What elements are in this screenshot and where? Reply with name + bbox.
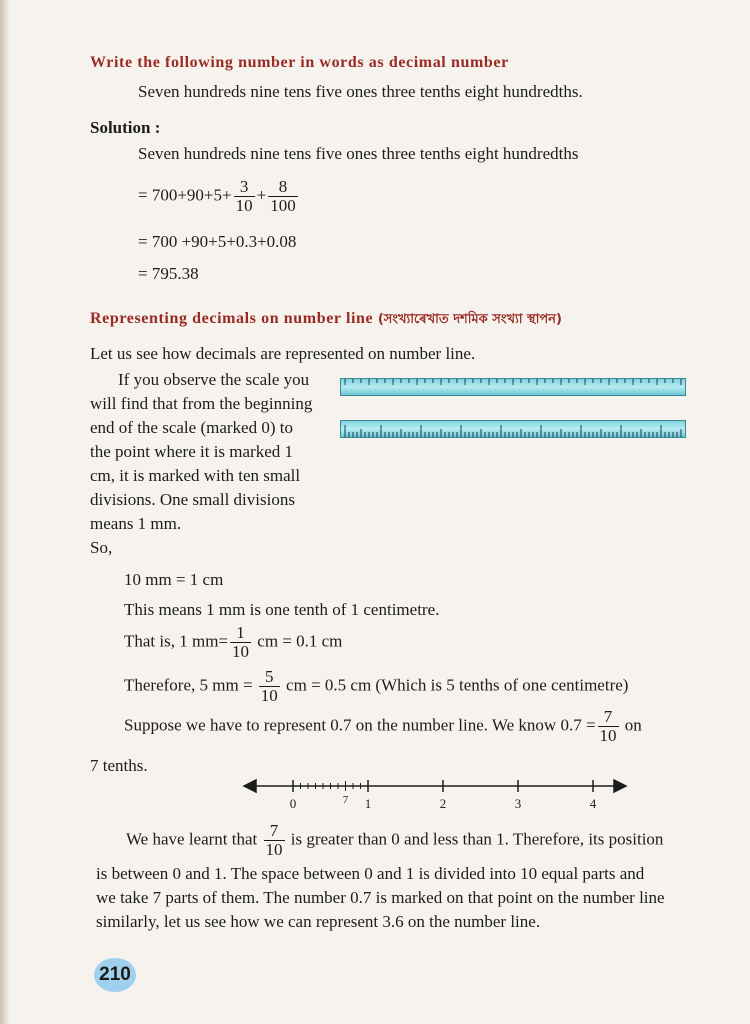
- scale-paragraph-line-5: cm, it is marked with ten small: [90, 466, 301, 485]
- number-line-label-1: 1: [364, 796, 372, 811]
- number-line-marker-7: 7: [342, 794, 349, 806]
- ruler-image-top: [340, 378, 686, 396]
- fraction-3-10: [234, 178, 255, 215]
- scale-paragraph-line-2: will find that from the beginning: [90, 394, 313, 413]
- solution-step-3: = 795.38: [138, 264, 199, 283]
- number-line-label-4: 4: [589, 796, 597, 811]
- scale-paragraph-line-7: means 1 mm.: [90, 514, 182, 533]
- section-heading-bengali: (সংখ্যাৰেখাত দশমিক সংখ্যা স্থাপন): [377, 312, 562, 327]
- equation-mm-cm: 10 mm = 1 cm: [124, 570, 224, 589]
- suppose-prefix: Suppose we have to represent 0.7 on the number line. We know 0.7 =: [124, 715, 596, 735]
- fraction-5-10: [259, 668, 280, 705]
- ruler-ticks-top: [341, 379, 685, 395]
- fraction-denominator: 10: [260, 685, 278, 705]
- number-line-label-2: 2: [439, 796, 447, 811]
- closing-suffix: is greater than 0 and less than 1. Therefore, its position: [290, 829, 664, 849]
- fraction-denominator: 10: [232, 641, 250, 661]
- page-number-badge: [94, 958, 136, 992]
- solution-label: Solution :: [90, 118, 161, 137]
- equation-5mm: [124, 668, 628, 705]
- intro-line: Let us see how decimals are represented on number line.: [90, 344, 476, 363]
- fraction-7-10-closing: [264, 822, 285, 859]
- page-edge-shadow: [0, 0, 10, 1024]
- eq4-prefix: Therefore, 5 mm =: [124, 675, 253, 695]
- equation-1mm: [124, 624, 342, 661]
- section-heading-english: Representing decimals on number line: [90, 310, 374, 327]
- scale-paragraph-line-1: If you observe the scale you: [118, 370, 310, 389]
- closing-prefix: We have learnt that: [126, 829, 258, 849]
- eq3-prefix: That is, 1 mm=: [124, 631, 229, 651]
- fraction-8-100: [268, 178, 298, 215]
- right-arrow-icon: [614, 780, 626, 792]
- fraction-numerator: 5: [265, 667, 274, 686]
- so-label: So,: [90, 538, 113, 557]
- closing-line-4: similarly, let us see how we can represent 3.6 on the number line.: [96, 912, 541, 931]
- section-heading: [90, 310, 562, 331]
- fraction-denominator: 10: [599, 725, 617, 745]
- scale-paragraph-line-4: the point where it is marked 1: [90, 442, 294, 461]
- fraction-7-10: [598, 708, 619, 745]
- seven-tenths-line: 7 tenths.: [90, 756, 148, 775]
- fraction-numerator: 1: [236, 623, 245, 642]
- fraction-denominator: 10: [235, 195, 253, 215]
- closing-line-2: is between 0 and 1. The space between 0 and 1 is divided into 10 equal parts and: [96, 864, 645, 883]
- scale-paragraph-line-6: divisions. One small divisions: [90, 490, 295, 509]
- exercise-prompt: Seven hundreds nine tens five ones three tenths eight hundredths.: [138, 82, 583, 101]
- fraction-numerator: 7: [269, 821, 279, 840]
- fraction-1-10: [230, 624, 251, 661]
- suppose-line: [124, 708, 642, 745]
- number-line: [240, 772, 630, 816]
- step1-prefix: = 700+90+5+: [138, 185, 232, 205]
- closing-line-1: [126, 822, 663, 859]
- plus-sign: +: [256, 185, 267, 205]
- solution-step-2: = 700 +90+5+0.3+0.08: [138, 232, 297, 251]
- fraction-numerator: 8: [278, 177, 288, 196]
- eq4-suffix: cm = 0.5 cm (Which is 5 tenths of one centimetre): [286, 675, 629, 695]
- left-arrow-icon: [244, 780, 256, 792]
- number-line-label-3: 3: [514, 796, 522, 811]
- fraction-denominator: 100: [270, 195, 296, 215]
- page-number: 210: [99, 964, 131, 985]
- fraction-numerator: 3: [239, 177, 249, 196]
- suppose-suffix: on: [624, 715, 642, 735]
- solution-step-1: [138, 178, 300, 215]
- scale-paragraph-line-3: end of the scale (marked 0) to: [90, 418, 293, 437]
- ruler-ticks-bottom: [341, 421, 685, 437]
- exercise-heading: Write the following number in words as decimal number: [90, 54, 509, 71]
- number-line-label-0: 0: [289, 796, 297, 811]
- ruler-image-bottom: [340, 420, 686, 438]
- fraction-denominator: 10: [265, 839, 283, 859]
- solution-restate: Seven hundreds nine tens five ones three tenths eight hundredths: [138, 144, 579, 163]
- equation-one-tenth: This means 1 mm is one tenth of 1 centimetre.: [124, 600, 440, 619]
- fraction-numerator: 7: [603, 707, 613, 726]
- closing-line-3: we take 7 parts of them. The number 0.7 is marked on that point on the number line: [96, 888, 665, 907]
- eq3-suffix: cm = 0.1 cm: [257, 631, 343, 651]
